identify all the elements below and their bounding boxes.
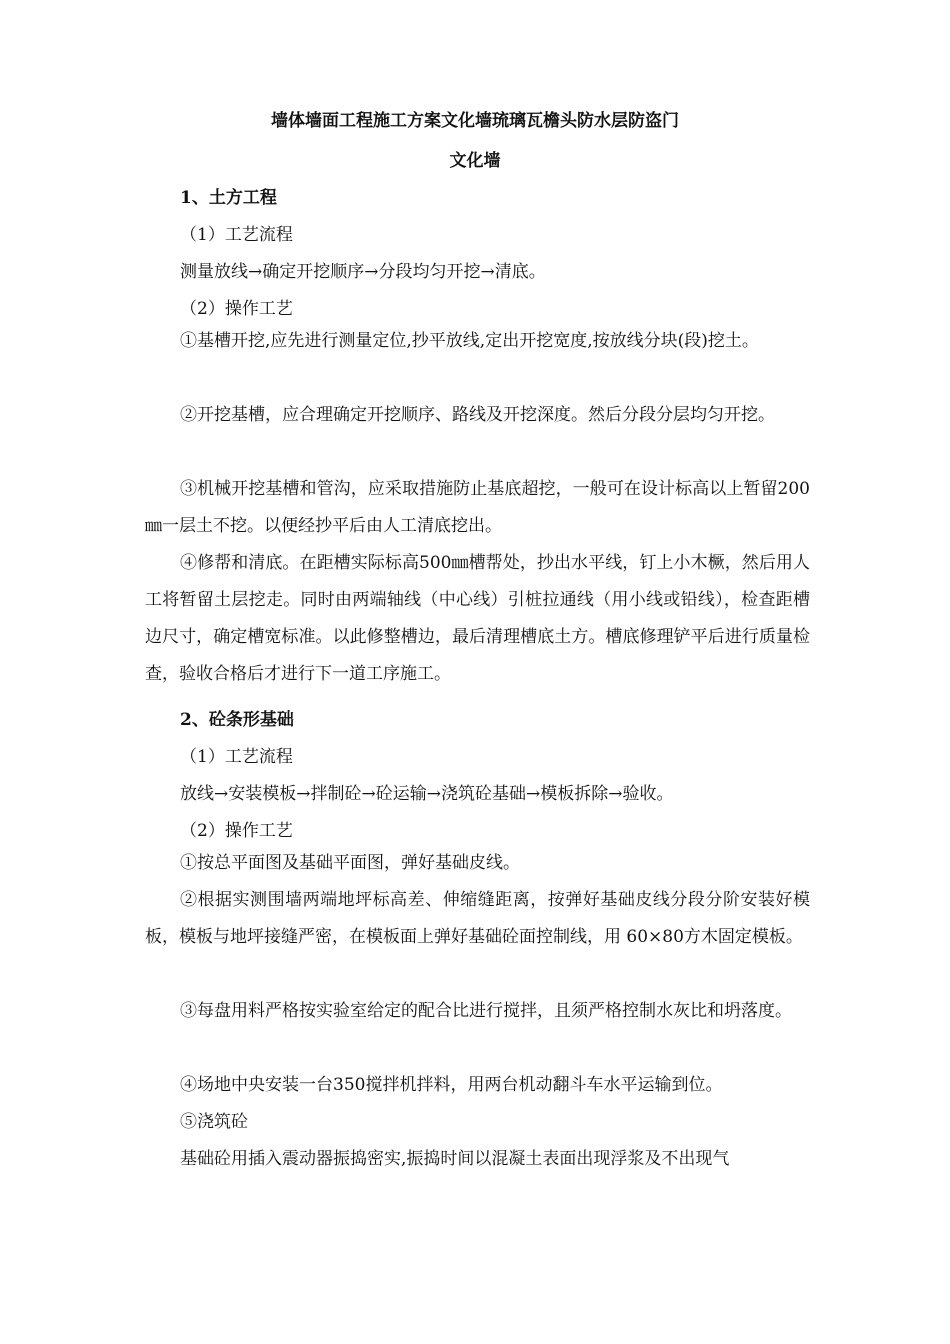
- section-2-heading: 2、砼条形基础: [180, 710, 294, 730]
- section-1-operation-label: （2）操作工艺: [180, 299, 293, 319]
- section-1-paragraph: ④修帮和清底。在距槽实际标高500㎜槽帮处，抄出水平线，钉上小木橛，然后用人工将暂留土层挖走。同时由两端轴线（中心线）引桩拉通线（用小线或铅线），检查距槽边尺寸，确定槽宽标准。以此修整槽边，最后清理槽底土方。槽底修理铲平后进行质量检查，验收合格后才进行下一道工序施工。: [145, 553, 810, 684]
- section-1-paragraph: ③机械开挖基槽和管沟，应采取措施防止基底超挖，一般可在设计标高以上暂留200㎜一层土不挖。以便经抄平后由人工清底挖出。: [145, 479, 810, 536]
- document-subtitle: 文化墙: [449, 151, 501, 171]
- section-2-paragraph: ④场地中央安装一台350搅拌机拌料，用两台机动翻斗车水平运输到位。: [180, 1075, 723, 1095]
- section-2-paragraph: ①按总平面图及基础平面图，弹好基础皮线。: [180, 853, 520, 873]
- section-2-paragraph: ②根据实测围墙两端地坪标高差、伸缩缝距离，按弹好基础皮线分段分阶安装好模板，模板与地坪接缝严密，在模板面上弹好基础砼面控制线，用 60×80方木固定模板。: [145, 890, 810, 947]
- section-2-operation-label: （2）操作工艺: [180, 821, 293, 841]
- section-1-process-flow: 测量放线→确定开挖顺序→分段均匀开挖→清底。: [180, 262, 546, 282]
- section-2-paragraph: 基础砼用插入震动器振捣密实,振捣时间以混凝土表面出现浮浆及不出现气: [180, 1149, 730, 1169]
- section-2-paragraph: ⑤浇筑砼: [180, 1112, 248, 1132]
- section-1-process-label: （1）工艺流程: [180, 225, 293, 245]
- section-2-paragraph: ③每盘用料严格按实验室给定的配合比进行搅拌，且须严格控制水灰比和坍落度。: [180, 1001, 792, 1021]
- section-2-process-flow: 放线→安装模板→拌制砼→砼运输→浇筑砼基础→模板拆除→验收。: [180, 784, 674, 804]
- section-1-paragraph: ①基槽开挖,应先进行测量定位,抄平放线,定出开挖宽度,按放线分块(段)挖土。: [180, 331, 759, 351]
- section-1-paragraph: ②开挖基槽，应合理确定开挖顺序、路线及开挖深度。然后分段分层均匀开挖。: [180, 405, 775, 425]
- section-1-heading: 1、土方工程: [180, 188, 277, 208]
- document-title: 墙体墙面工程施工方案文化墙琉璃瓦檐头防水层防盗门: [271, 111, 679, 131]
- section-2-process-label: （1）工艺流程: [180, 747, 293, 767]
